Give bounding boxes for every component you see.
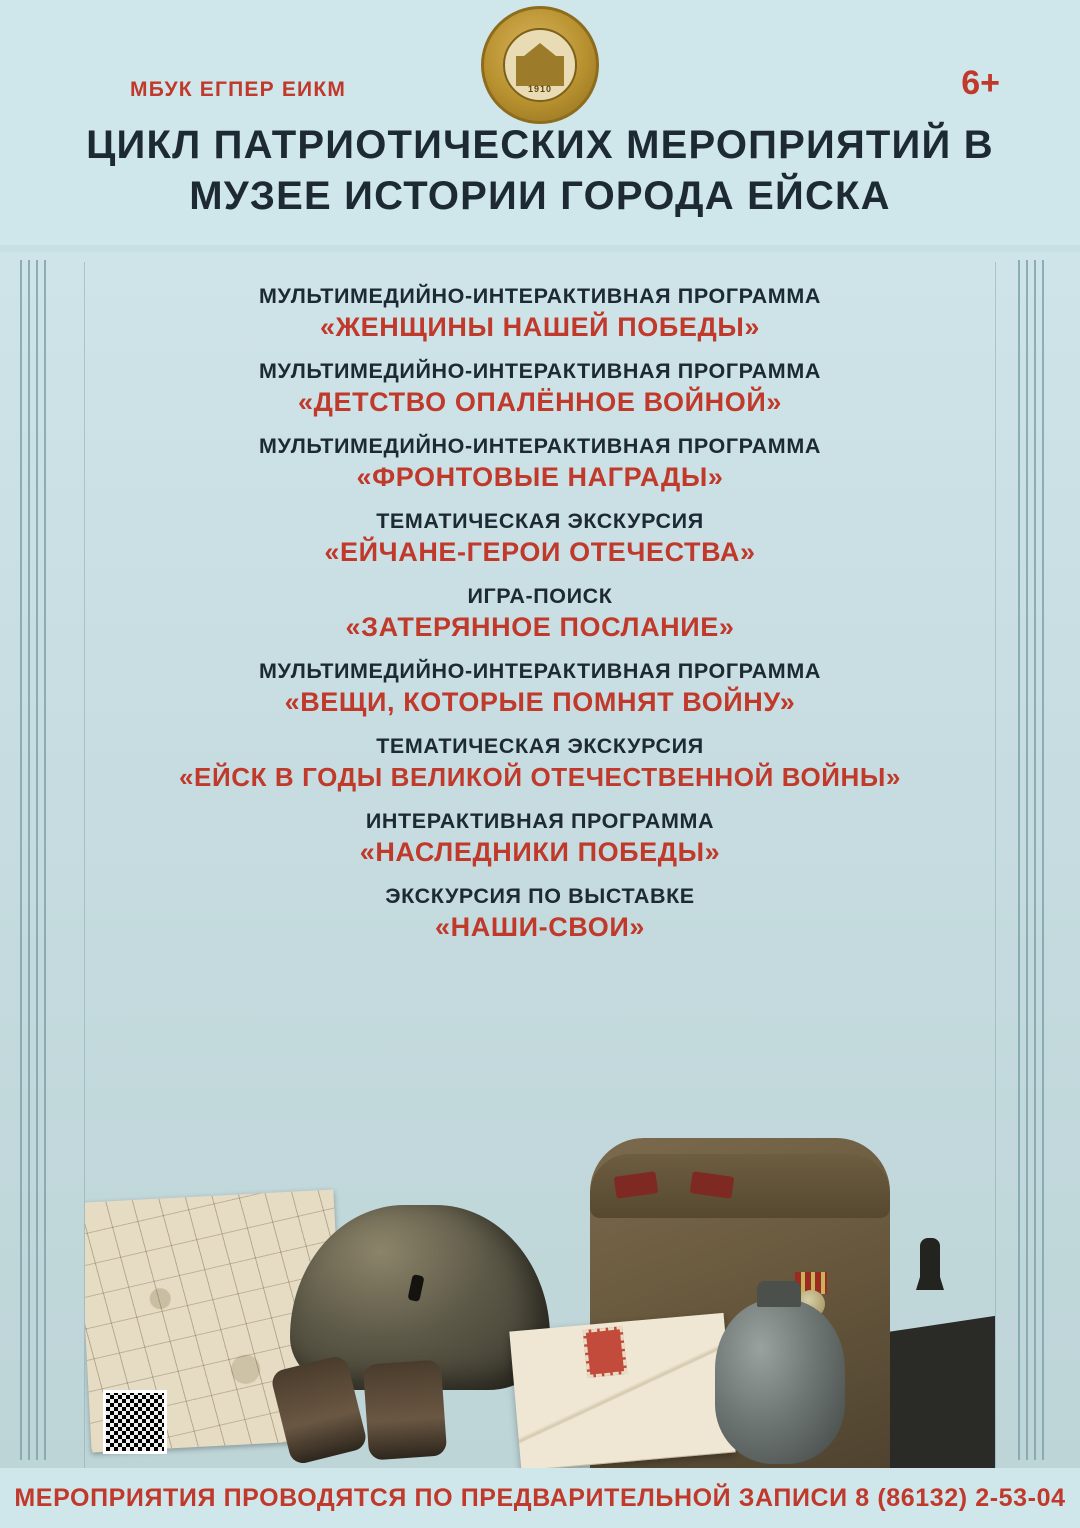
- event-name: «ЗАТЕРЯННОЕ ПОСЛАНИЕ»: [345, 612, 735, 642]
- list-item: [85, 884, 995, 943]
- list-item: [85, 584, 995, 643]
- list-item: [85, 434, 995, 493]
- age-rating-badge: 6+: [961, 64, 1000, 102]
- page-title: ЦИКЛ ПАТРИОТИЧЕСКИХ МЕРОПРИЯТИЙ В МУЗЕЕ ИСТОРИИ ГОРОДА ЕЙСКА: [86, 123, 994, 219]
- emblem-year: 1910: [527, 84, 553, 94]
- field-canteen-image: [715, 1299, 845, 1464]
- emblem-inner: [503, 28, 577, 102]
- decorative-rails-right: [1016, 260, 1062, 1460]
- event-kind: ТЕМАТИЧЕСКАЯ ЭКСКУРСИЯ: [376, 509, 704, 533]
- list-item: [85, 359, 995, 418]
- event-name: «ВЕЩИ, КОТОРЫЕ ПОМНЯТ ВОЙНУ»: [284, 687, 796, 717]
- event-kind: МУЛЬТИМЕДИЙНО-ИНТЕРАКТИВНАЯ ПРОГРАММА: [259, 284, 821, 308]
- event-name: «ЕЙСК В ГОДЫ ВЕЛИКОЙ ОТЕЧЕСТВЕННОЙ ВОЙНЫ»: [178, 762, 902, 792]
- booking-note: МЕРОПРИЯТИЯ ПРОВОДЯТСЯ ПО ПРЕДВАРИТЕЛЬНОЙ ЗАПИСИ 8 (86132) 2-53-04: [14, 1483, 1066, 1512]
- events-list: [85, 262, 995, 943]
- event-kind: МУЛЬТИМЕДИЙНО-ИНТЕРАКТИВНАЯ ПРОГРАММА: [259, 434, 821, 458]
- postage-stamp-icon: [583, 1326, 628, 1378]
- soldier-silhouette-icon: [920, 1238, 940, 1288]
- event-kind: МУЛЬТИМЕДИЙНО-ИНТЕРАКТИВНАЯ ПРОГРАММА: [259, 359, 821, 383]
- list-item: [85, 284, 995, 343]
- event-kind: ИГРА-ПОИСК: [467, 584, 613, 608]
- organization-name: МБУК ЕГПЕР ЕИКМ: [130, 78, 347, 101]
- poster-footer: [0, 1468, 1080, 1528]
- qr-code[interactable]: [103, 1390, 167, 1454]
- emblem-building-icon: [516, 56, 564, 86]
- binocular-barrel: [270, 1354, 369, 1466]
- poster-body: [0, 252, 1080, 1468]
- event-name: «НАШИ-СВОИ»: [435, 912, 645, 942]
- event-name: «ЕЙЧАНЕ-ГЕРОИ ОТЕЧЕСТВА»: [324, 537, 756, 567]
- event-name: «НАСЛЕДНИКИ ПОБЕДЫ»: [359, 837, 721, 867]
- list-item: [85, 509, 995, 568]
- binocular-barrel: [363, 1359, 448, 1460]
- event-kind: МУЛЬТИМЕДИЙНО-ИНТЕРАКТИВНАЯ ПРОГРАММА: [259, 659, 821, 683]
- binoculars-image: [280, 1358, 470, 1458]
- museum-emblem-icon: [481, 6, 599, 124]
- wwii-artifacts-collage: [85, 1123, 995, 1468]
- event-kind: ЭКСКУРСИЯ ПО ВЫСТАВКЕ: [385, 884, 695, 908]
- list-item: [85, 734, 995, 793]
- event-kind: ТЕМАТИЧЕСКАЯ ЭКСКУРСИЯ: [376, 734, 704, 758]
- event-name: «ФРОНТОВЫЕ НАГРАДЫ»: [356, 462, 724, 492]
- decorative-rails-left: [18, 260, 64, 1460]
- list-item: [85, 809, 995, 868]
- list-item: [85, 659, 995, 718]
- event-name: «ДЕТСТВО ОПАЛЁННОЕ ВОЙНОЙ»: [298, 387, 782, 417]
- events-panel: [84, 262, 996, 1468]
- event-kind: ИНТЕРАКТИВНАЯ ПРОГРАММА: [365, 809, 715, 833]
- event-name: «ЖЕНЩИНЫ НАШЕЙ ПОБЕДЫ»: [319, 312, 761, 342]
- poster-header: [0, 0, 1080, 245]
